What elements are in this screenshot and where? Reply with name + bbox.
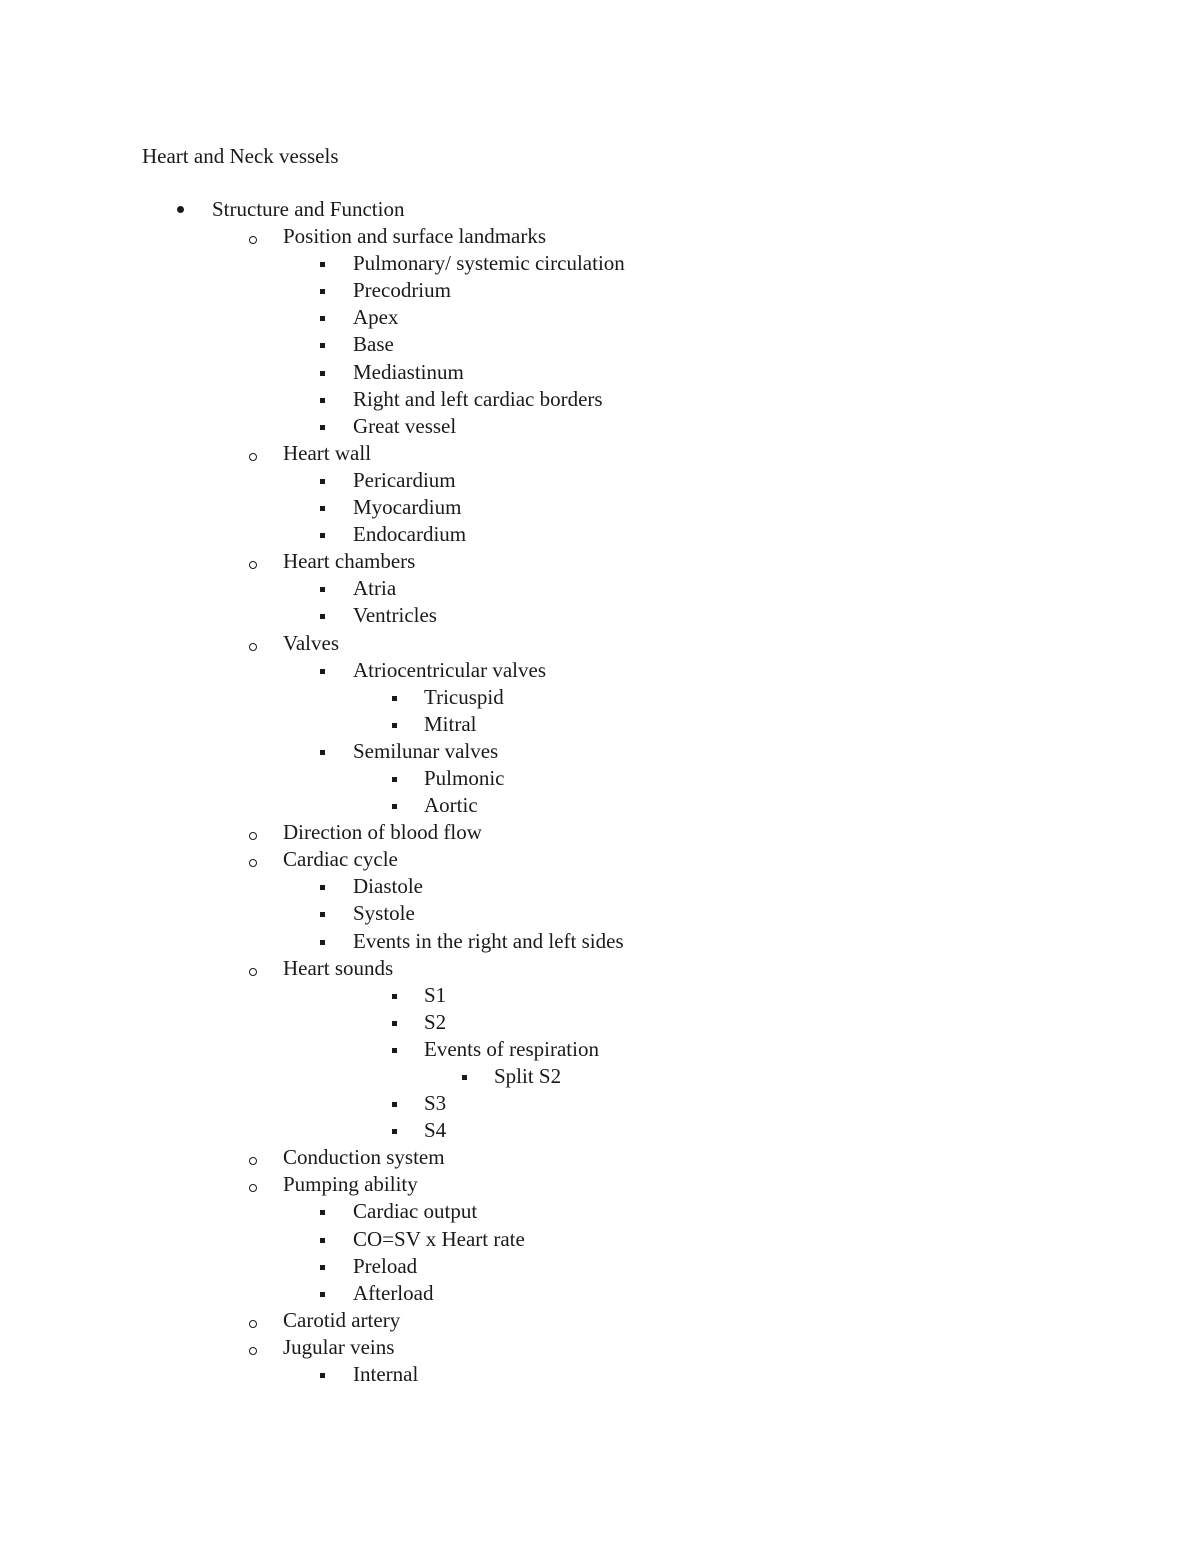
outline-item: [0, 1280, 1200, 1307]
square-bullet-icon: [312, 250, 332, 267]
outline-item: [0, 602, 1200, 629]
outline-item: [0, 223, 1200, 250]
square-bullet-icon: [384, 711, 404, 728]
outline-item: [0, 548, 1200, 575]
circle-bullet-icon: [243, 846, 263, 867]
square-bullet-icon: [312, 1361, 332, 1378]
square-bullet-icon: [312, 359, 332, 376]
outline-item: [0, 575, 1200, 602]
outline-item-text: Events of respiration: [424, 1036, 599, 1061]
outline-item-text: Apex: [353, 305, 399, 330]
outline-item: [0, 1334, 1200, 1361]
square-bullet-icon: [312, 657, 332, 674]
document-title: Heart and Neck vessels: [142, 144, 339, 168]
outline-item-text: Systole: [353, 901, 415, 926]
outline-item-text: Preload: [353, 1253, 418, 1278]
disc-bullet-icon: [170, 196, 190, 213]
outline-item: [0, 1063, 1200, 1090]
outline-item-text: Pumping ability: [283, 1172, 418, 1197]
outline-item: [0, 657, 1200, 684]
outline-item: [0, 331, 1200, 358]
outline-item: [0, 982, 1200, 1009]
square-bullet-icon: [312, 521, 332, 538]
outline-item-text: Structure and Function: [212, 197, 405, 221]
square-bullet-icon: [454, 1063, 474, 1080]
outline-item-text: Semilunar valves: [353, 738, 499, 763]
outline-item-text: Direction of blood flow: [283, 820, 482, 845]
square-bullet-icon: [312, 1226, 332, 1243]
square-bullet-icon: [312, 873, 332, 890]
outline-item: [0, 521, 1200, 548]
outline-item-text: Conduction system: [283, 1145, 445, 1170]
square-bullet-icon: [312, 738, 332, 755]
outline-item: [0, 873, 1200, 900]
outline-item: [0, 413, 1200, 440]
outline-item-text: Right and left cardiac borders: [353, 386, 603, 411]
outline-item: [0, 819, 1200, 846]
outline-item: [0, 738, 1200, 765]
circle-bullet-icon: [243, 819, 263, 840]
outline-item: [0, 359, 1200, 386]
outline-item-text: Myocardium: [353, 495, 462, 520]
outline-item-text: Split S2: [494, 1064, 562, 1088]
circle-bullet-icon: [243, 1171, 263, 1192]
outline-item-text: Pulmonic: [424, 765, 505, 790]
outline-item: [0, 1361, 1200, 1388]
square-bullet-icon: [384, 1090, 404, 1107]
square-bullet-icon: [312, 467, 332, 484]
square-bullet-icon: [312, 1253, 332, 1270]
square-bullet-icon: [312, 304, 332, 321]
outline-item: [0, 386, 1200, 413]
outline-item: [0, 684, 1200, 711]
square-bullet-icon: [312, 331, 332, 348]
square-bullet-icon: [384, 684, 404, 701]
square-bullet-icon: [312, 494, 332, 511]
outline-item-text: Ventricles: [353, 603, 437, 628]
outline-item-text: Base: [353, 332, 394, 357]
square-bullet-icon: [312, 1280, 332, 1297]
outline-item: [0, 1009, 1200, 1036]
outline-item-text: Pulmonary/ systemic circulation: [353, 251, 625, 276]
square-bullet-icon: [384, 1117, 404, 1134]
outline-item-text: S3: [424, 1091, 447, 1116]
square-bullet-icon: [384, 792, 404, 809]
outline-item-text: Diastole: [353, 874, 423, 899]
square-bullet-icon: [312, 900, 332, 917]
outline-item-text: Heart wall: [283, 440, 372, 465]
circle-bullet-icon: [243, 1144, 263, 1165]
outline-item-text: S4: [424, 1118, 447, 1143]
outline-item-text: Mitral: [424, 711, 477, 736]
outline-item: [0, 928, 1200, 955]
outline-item-text: Mediastinum: [353, 359, 464, 384]
circle-bullet-icon: [243, 1334, 263, 1355]
outline-item: [0, 1307, 1200, 1334]
square-bullet-icon: [384, 982, 404, 999]
circle-bullet-icon: [243, 1307, 263, 1328]
circle-bullet-icon: [243, 223, 263, 244]
outline-item-text: Endocardium: [353, 522, 467, 547]
outline-item: [0, 277, 1200, 304]
outline-item: [0, 1198, 1200, 1225]
outline-item: [0, 765, 1200, 792]
outline-item-text: Events in the right and left sides: [353, 928, 624, 953]
outline-item-text: Aortic: [424, 793, 478, 818]
outline-item: [0, 494, 1200, 521]
outline-item-text: Position and surface landmarks: [283, 224, 547, 249]
square-bullet-icon: [312, 928, 332, 945]
square-bullet-icon: [312, 575, 332, 592]
outline-item: [0, 846, 1200, 873]
outline-item: [0, 467, 1200, 494]
outline-item: [0, 792, 1200, 819]
outline-item-text: Cardiac cycle: [283, 847, 398, 872]
square-bullet-icon: [312, 1198, 332, 1215]
outline-item: [0, 711, 1200, 738]
outline-item: [0, 1253, 1200, 1280]
square-bullet-icon: [312, 413, 332, 430]
outline-item-text: Cardiac output: [353, 1199, 478, 1224]
outline-item: [0, 900, 1200, 927]
outline-item-text: Pericardium: [353, 467, 456, 492]
square-bullet-icon: [384, 1009, 404, 1026]
outline-item: [0, 955, 1200, 982]
outline-item: [0, 1226, 1200, 1253]
square-bullet-icon: [312, 277, 332, 294]
square-bullet-icon: [384, 765, 404, 782]
outline-list: [0, 196, 1200, 1388]
outline-item-text: Tricuspid: [424, 684, 504, 709]
circle-bullet-icon: [243, 955, 263, 976]
outline-item: [0, 1036, 1200, 1063]
outline-item: [0, 1090, 1200, 1117]
outline-item: [0, 440, 1200, 467]
outline-item: [0, 1144, 1200, 1171]
outline-item-text: Valves: [283, 630, 339, 655]
outline-item-text: Atriocentricular valves: [353, 657, 546, 682]
outline-item-text: Atria: [353, 576, 397, 601]
outline-item: [0, 304, 1200, 331]
outline-item-text: Afterload: [353, 1280, 434, 1305]
outline-item-text: Great vessel: [353, 413, 457, 438]
outline-item: [0, 1171, 1200, 1198]
square-bullet-icon: [312, 386, 332, 403]
outline-item: [0, 630, 1200, 657]
square-bullet-icon: [384, 1036, 404, 1053]
circle-bullet-icon: [243, 440, 263, 461]
outline-item-text: Heart sounds: [283, 955, 394, 980]
outline-item-text: Carotid artery: [283, 1307, 401, 1332]
outline-item: [0, 1117, 1200, 1144]
circle-bullet-icon: [243, 548, 263, 569]
outline-item-text: Internal: [353, 1362, 419, 1387]
circle-bullet-icon: [243, 630, 263, 651]
outline-item-text: Precodrium: [353, 278, 451, 303]
outline-item-text: S1: [424, 982, 447, 1007]
outline-item-text: Jugular veins: [283, 1334, 395, 1359]
outline-item: [0, 196, 1200, 223]
outline-item-text: S2: [424, 1009, 447, 1034]
square-bullet-icon: [312, 602, 332, 619]
outline-item-text: CO=SV x Heart rate: [353, 1226, 525, 1251]
outline-item: [0, 250, 1200, 277]
outline-item-text: Heart chambers: [283, 549, 416, 574]
